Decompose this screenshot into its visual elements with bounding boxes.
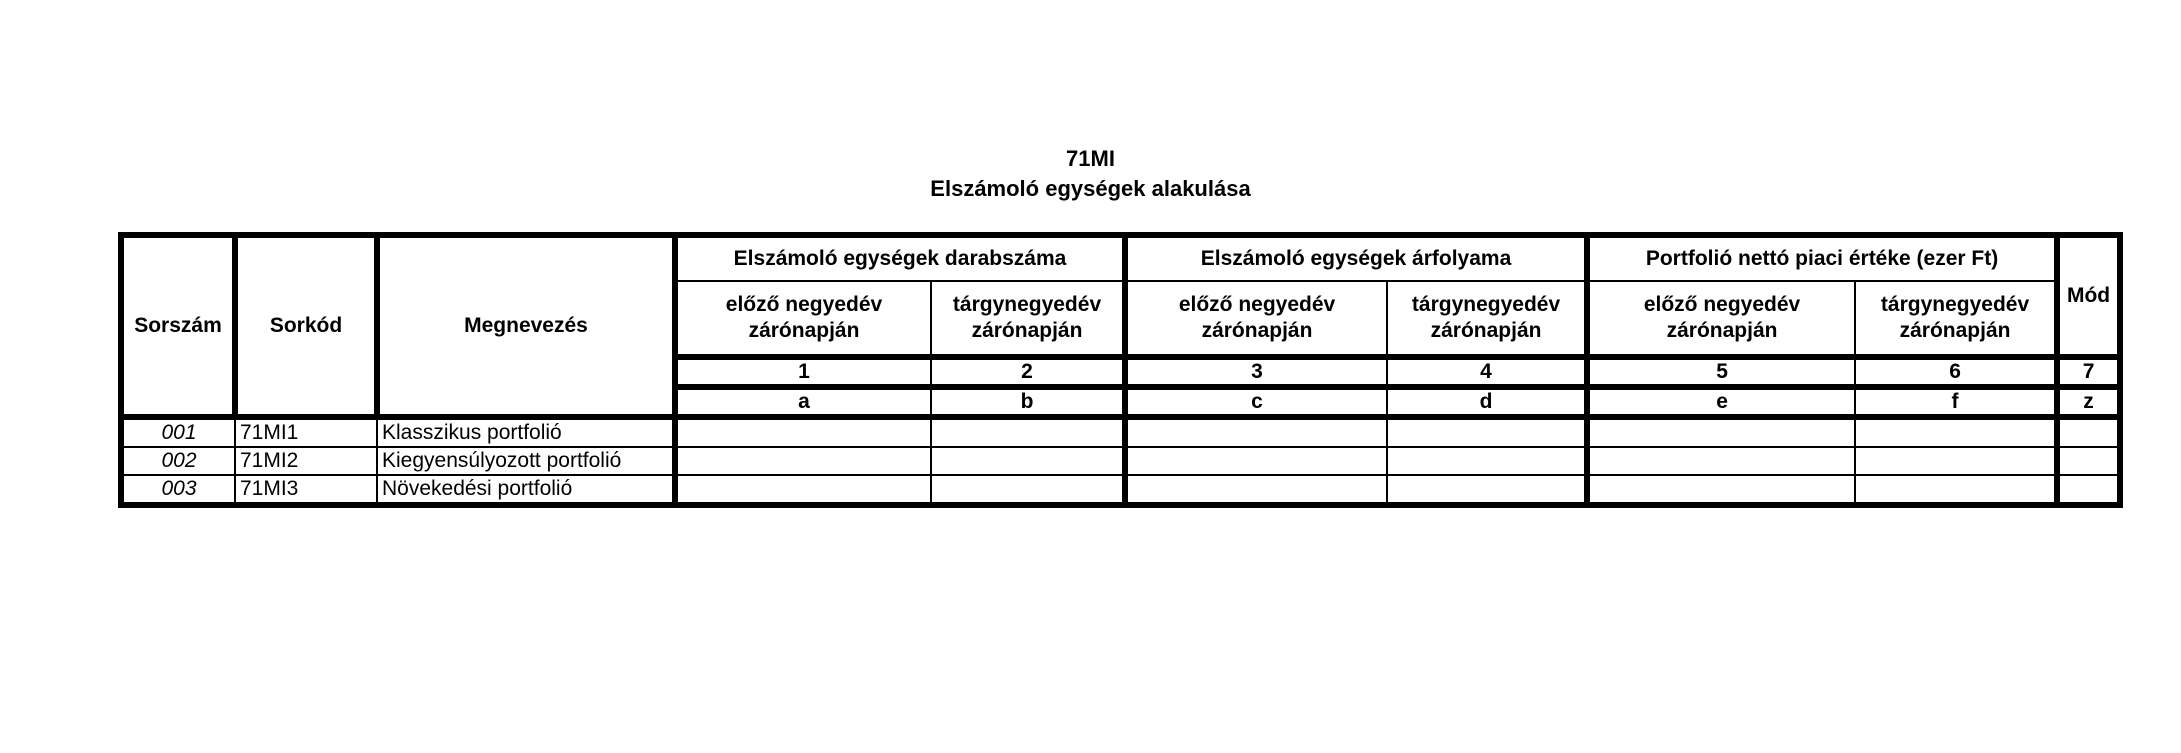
row-name: Klasszikus portfolió: [377, 417, 675, 447]
cell-e[interactable]: [1587, 475, 1855, 505]
curr-line1: tárgynegyedév: [1880, 293, 2030, 316]
prev-line1: előző negyedév: [1178, 293, 1336, 316]
cell-z[interactable]: [2057, 417, 2120, 447]
header-prev-2: [1125, 281, 1387, 357]
col-number: 6: [1855, 357, 2057, 387]
col-number: 2: [931, 357, 1125, 387]
cell-b[interactable]: [931, 447, 1125, 475]
col-letter: z: [2057, 387, 2120, 417]
row-name: Kiegyensúlyozott portfolió: [377, 447, 675, 475]
row-code: 71MI2: [235, 447, 377, 475]
header-row-groups: [121, 235, 2120, 281]
curr-line2: zárónapján: [971, 319, 1083, 342]
cell-z[interactable]: [2057, 475, 2120, 505]
row-number: 001: [121, 417, 235, 447]
col-number: 3: [1125, 357, 1387, 387]
col-letter: a: [675, 387, 931, 417]
curr-line2: zárónapján: [1430, 319, 1542, 342]
form-code: 71MI: [1066, 146, 1115, 171]
prev-line1: előző negyedév: [725, 293, 883, 316]
row-code: 71MI3: [235, 475, 377, 505]
header-curr-1: [931, 281, 1125, 357]
col-number: 7: [2057, 357, 2120, 387]
cell-b[interactable]: [931, 417, 1125, 447]
cell-f[interactable]: [1855, 475, 2057, 505]
prev-line2: zárónapján: [748, 319, 860, 342]
cell-a[interactable]: [675, 475, 931, 505]
header-sorszam: Sorszám: [121, 235, 235, 417]
table-row: [121, 447, 2120, 475]
cell-z[interactable]: [2057, 447, 2120, 475]
cell-d[interactable]: [1387, 475, 1587, 505]
table-row: [121, 417, 2120, 447]
header-mod: Mód: [2057, 235, 2120, 357]
cell-c[interactable]: [1125, 475, 1387, 505]
prev-line1: előző negyedév: [1643, 293, 1801, 316]
header-sorkod: Sorkód: [235, 235, 377, 417]
cell-d[interactable]: [1387, 417, 1587, 447]
header-group-arfolyam: Elszámoló egységek árfolyama: [1125, 235, 1587, 281]
prev-line2: zárónapján: [1666, 319, 1778, 342]
prev-line2: zárónapján: [1201, 319, 1313, 342]
curr-line1: tárgynegyedév: [952, 293, 1102, 316]
cell-e[interactable]: [1587, 447, 1855, 475]
header-group-darabszam: Elszámoló egységek darabszáma: [675, 235, 1125, 281]
col-letter: c: [1125, 387, 1387, 417]
header-prev-1: [675, 281, 931, 357]
header-curr-2: [1387, 281, 1587, 357]
header-prev-3: [1587, 281, 1855, 357]
cell-a[interactable]: [675, 447, 931, 475]
row-name: Növekedési portfolió: [377, 475, 675, 505]
header-megnevezes: Megnevezés: [377, 235, 675, 417]
cell-e[interactable]: [1587, 417, 1855, 447]
col-number: 5: [1587, 357, 1855, 387]
cell-b[interactable]: [931, 475, 1125, 505]
row-code: 71MI1: [235, 417, 377, 447]
row-number: 003: [121, 475, 235, 505]
table-row: [121, 475, 2120, 505]
cell-a[interactable]: [675, 417, 931, 447]
curr-line2: zárónapján: [1899, 319, 2011, 342]
cell-f[interactable]: [1855, 417, 2057, 447]
col-number: 1: [675, 357, 931, 387]
curr-line1: tárgynegyedév: [1411, 293, 1561, 316]
col-letter: e: [1587, 387, 1855, 417]
cell-d[interactable]: [1387, 447, 1587, 475]
col-letter: d: [1387, 387, 1587, 417]
col-letter: f: [1855, 387, 2057, 417]
col-letter: b: [931, 387, 1125, 417]
form-subtitle: Elszámoló egységek alakulása: [930, 176, 1251, 201]
row-number: 002: [121, 447, 235, 475]
header-curr-3: [1855, 281, 2057, 357]
report-table: [118, 232, 2123, 508]
header-group-piaci-ertek: Portfolió nettó piaci értéke (ezer Ft): [1587, 235, 2057, 281]
col-number: 4: [1387, 357, 1587, 387]
cell-c[interactable]: [1125, 447, 1387, 475]
cell-c[interactable]: [1125, 417, 1387, 447]
cell-f[interactable]: [1855, 447, 2057, 475]
title-block: [0, 144, 2181, 204]
